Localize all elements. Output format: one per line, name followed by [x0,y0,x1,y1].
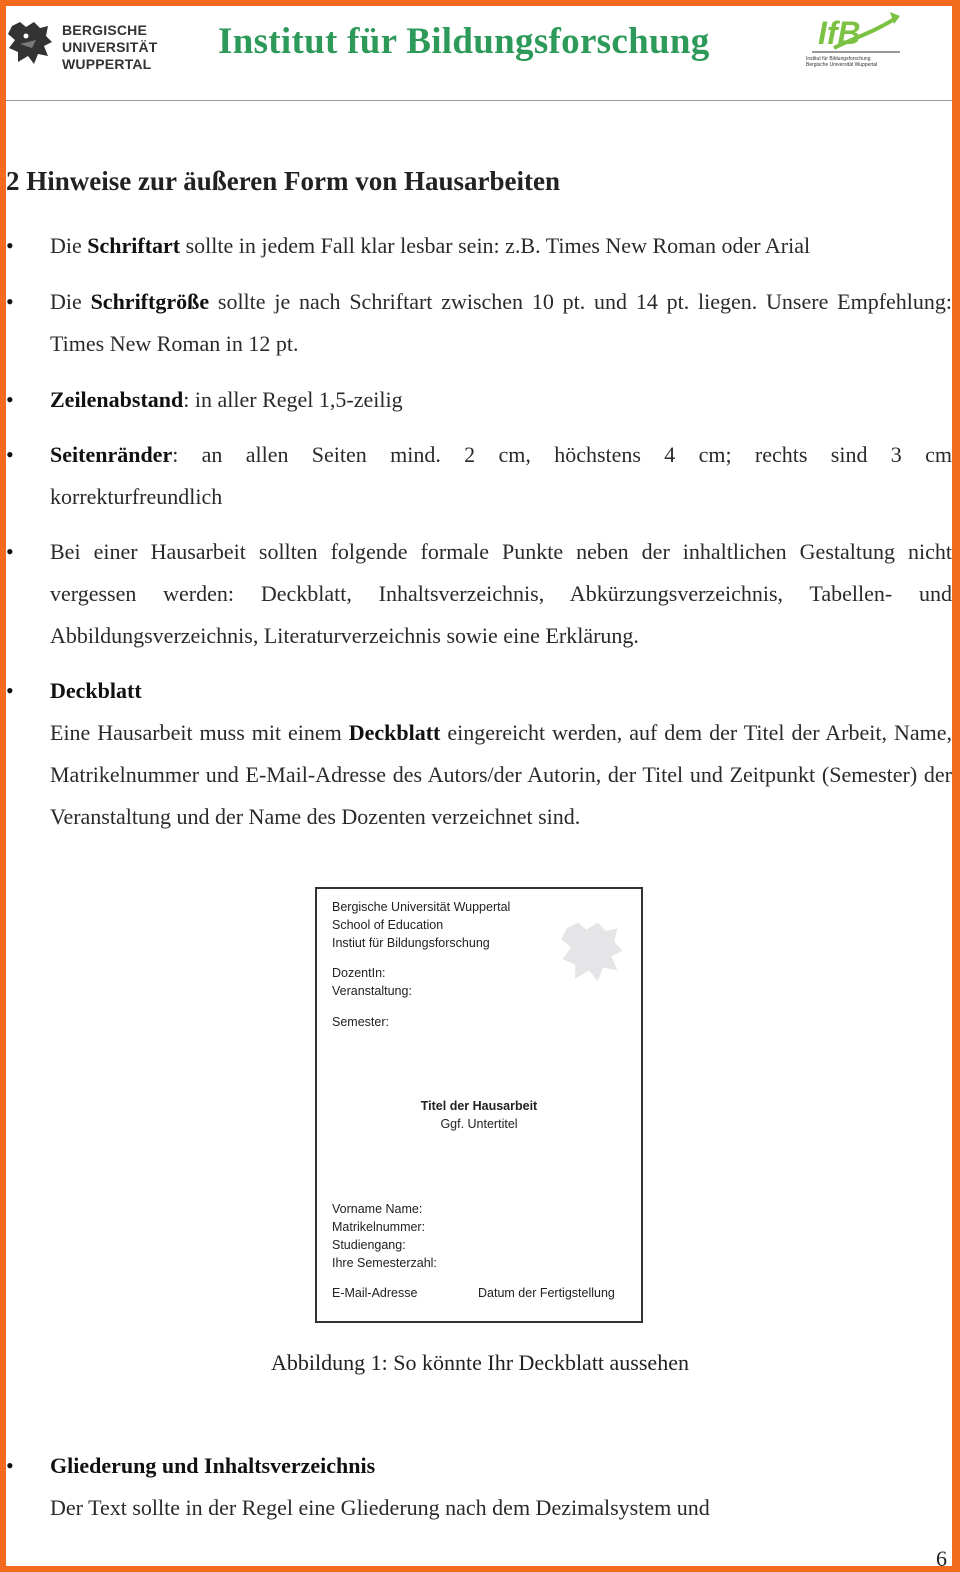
page-number: 6 [936,1546,947,1571]
bullet-gliederung: Gliederung und Inhaltsverzeichnis Der Text sollte in der Regel eine Gliederung nach dem Dezimalsystem und [50,1453,710,1520]
bullet-zeilenabstand: Zeilenabstand: in aller Regel 1,5-zeilig [50,387,403,412]
ifb-sub-line-1: Institut für Bildungsforschung [806,56,871,62]
university-line-3: WUPPERTAL [62,56,152,72]
cover-email: E-Mail-Adresse [332,1286,418,1300]
bullet-dot: • [6,442,14,467]
cover-course-info: DozentIn: Veranstaltung: [332,966,412,998]
cover-title: Titel der Hausarbeit [420,1099,538,1113]
bullet-dot: • [6,539,14,564]
bullet-schriftart: Die Schriftart sollte in jedem Fall klar lesbar sein: z.B. Times New Roman oder Arial [50,233,811,258]
university-line-2: UNIVERSITÄT [62,39,158,55]
deckblatt-title: Deckblatt [50,678,142,703]
bullet-dot: • [6,1453,14,1478]
ifb-sub-line-2: Bergische Universität Wuppertal [806,62,878,68]
cover-institution: Bergische Universität Wuppertal School of Education Instiut für Bildungsforschung [332,900,511,950]
bullet-dot: • [6,387,14,412]
crest-watermark-icon [557,917,627,987]
university-line-1: BERGISCHE [62,22,148,38]
cover-date: Datum der Fertigstellung [478,1286,615,1300]
bullet-seitenraender: Seitenränder: an allen Seiten mind. 2 cm, höchstens 4 cm; rechts sind 3 cm korrekturfreundlich [50,442,952,509]
bullet-dot: • [6,233,14,258]
bullet-formale-punkte: Bei einer Hausarbeit sollten folgende formale Punkte neben der inhaltlichen Gestaltung nicht vergessen werden: Deckblatt, Inhaltsverzeichnis, Abkürzungsverzeichnis, Tabellen- und Abbildungsverzeichnis, Literaturverzeichnis sowie eine Erklärung. [50,539,952,648]
figure-caption: Abbildung 1: So könnte Ihr Deckblatt aussehen [271,1350,689,1375]
section-heading: 2 Hinweise zur äußeren Form von Hausarbeiten [6,166,560,196]
bullet-dot: • [6,289,14,314]
cover-semester: Semester: [332,1015,389,1029]
gliederung-title: Gliederung und Inhaltsverzeichnis [50,1453,376,1478]
bullet-schriftgroesse: Die Schriftgröße sollte je nach Schriftart zwischen 10 pt. und 14 pt. liegen. Unsere Empfehlung: Times New Roman in 12 pt. [50,289,952,356]
cover-subtitle: Ggf. Untertitel [440,1117,518,1131]
cover-student-info: Vorname Name: Matrikelnummer: Studiengang: Ihre Semesterzahl: [332,1202,437,1270]
cover-page-example [315,887,643,1323]
institute-title: Institut für Bildungsforschung [218,21,710,62]
ifb-logo-text: IfB [818,15,861,51]
body-text [6,0,952,1572]
bullet-deckblatt: Deckblatt Eine Hausarbeit muss mit einem Deckblatt eingereicht werden, auf dem der Titel der Arbeit, Name, Matrikelnummer und E-Mail-Adresse des Autors/der Autorin, der Titel und Zeitpunkt (Semester) der Veranstaltung und der Name des Dozenten verzeichnet sind. [50,678,952,829]
bullet-dot: • [6,678,14,703]
